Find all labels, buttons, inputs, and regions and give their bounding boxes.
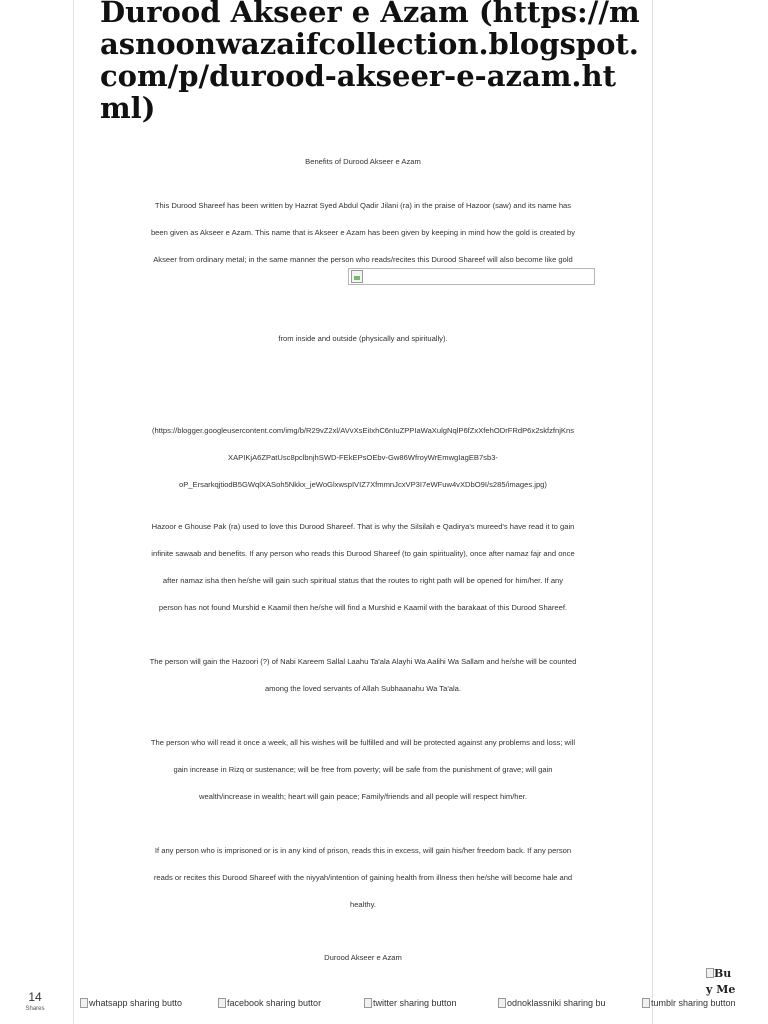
twitter-icon [364, 998, 372, 1008]
share-button-alt: twitter sharing button [373, 998, 457, 1008]
link-line[interactable]: XAPIKjA6ZPatUsc8pclbnjhSWD-FEkEPsOEbv-Gw86WfroyWrEmwgIagEB7sb3- [228, 453, 498, 462]
text-line: infinite sawaab and benefits. If any person who reads this Durood Shareef (to gain spirituality), once after namaz fajr and once [151, 549, 575, 558]
tumblr-icon [642, 998, 650, 1008]
coffee-alt-line-2: y Me [706, 983, 736, 996]
broken-image-icon [351, 270, 363, 283]
odnoklassniki-share-button[interactable] [498, 996, 620, 1010]
coffee-alt-line-1: Bu [714, 967, 732, 980]
text-line: among the loved servants of Allah Subhaanahu Wa Ta'ala. [264, 684, 462, 693]
text-line: This Durood Shareef has been written by Hazrat Syed Abdul Qadir Jilani (ra) in the praise of Hazoor (saw) and its name has [154, 201, 572, 210]
text-line: gain increase in Rizq or sustenance; will be free from poverty; will be safe from the punishment of grave; will gain [173, 765, 553, 774]
share-button-alt: facebook sharing buttor [227, 998, 322, 1008]
closing-heading: Durood Akseer e Azam [324, 953, 402, 962]
buy-me-coffee-widget[interactable] [706, 966, 746, 998]
post-title[interactable]: Durood Akseer e Azam (https://masnoonwazaifcollection.blogspot.com/p/durood-akseer-e-azam.html) [100, 0, 640, 125]
text-line: Akseer from ordinary metal; in the same manner the person who reads/recites this Durood Shareef will also become like gold [153, 255, 573, 264]
link-line[interactable]: oP_ErsarkqjtiodB5GWqlXASoh5Nkkx_jeWoGlxwspIVIZ7XfmmnJcxVP3I7eWFuw4vXDbO9I/s285/images.jpg) [179, 480, 547, 489]
whatsapp-icon [80, 998, 88, 1008]
paragraph-imprisoned [100, 837, 626, 918]
paragraph-origin-end: from inside and outside (physically and spiritually). [278, 334, 448, 343]
text-line: after namaz isha then he/she will gain such spiritual status that the routes to right path will be opened for him/her. If any [162, 576, 564, 585]
section-heading: Benefits of Durood Akseer e Azam [305, 157, 421, 166]
paragraph-origin [100, 192, 626, 273]
paragraph-weekly [100, 729, 626, 810]
share-button-alt: tumblr sharing button [651, 998, 736, 1008]
text-line: The person who will read it once a week, all his wishes will be fulfilled and will be protected against any problems and loss; will [150, 738, 576, 747]
text-line: wealth/increase in wealth; heart will gain peace; Family/friends and all people will respect him/her. [199, 792, 527, 801]
text-line: The person will gain the Hazoori (?) of Nabi Kareem Sallal Laahu Ta'ala Alayhi Wa Aalihi Wa Sallam and he/she will be counted [149, 657, 577, 666]
odnoklassniki-icon [498, 998, 506, 1008]
paragraph-ghouse-pak [100, 513, 626, 621]
broken-image[interactable] [348, 268, 595, 285]
share-count: 14 [28, 990, 42, 1004]
share-button-alt: whatsapp sharing butto [89, 998, 183, 1008]
link-line[interactable]: (https://blogger.googleusercontent.com/img/b/R29vZ2xl/AVvXsEiIxhC6nIuZPPIaWaXulgNqlP6fZxXfehODrFRdP6x2skfzfnjKns [151, 426, 575, 435]
whatsapp-share-button[interactable] [80, 996, 204, 1010]
coffee-image-icon [706, 968, 714, 978]
text-line: person has not found Murshid e Kaamil then he/she will find a Murshid e Kaamil with the barakaat of this Durood Shareef. [158, 603, 568, 612]
paragraph-hazoori [100, 648, 626, 702]
text-line: reads or recites this Durood Shareef with the niyyah/intention of gaining health from illness then he/she will become hale and [153, 873, 573, 882]
text-line: healthy. [349, 900, 377, 909]
share-button-alt: odnoklassniki sharing bu [507, 998, 606, 1008]
facebook-share-button[interactable] [218, 996, 340, 1010]
text-line: If any person who is imprisoned or is in any kind of prison, reads this in excess, will gain his/her freedom back. If any person [154, 846, 572, 855]
image-link[interactable] [100, 417, 626, 498]
share-counter [18, 990, 52, 1014]
share-count-label: Shares [25, 1006, 45, 1012]
text-line: Hazoor e Ghouse Pak (ra) used to love this Durood Shareef. That is why the Silsilah e Qadirya's mureed's have read it to gain [151, 522, 575, 531]
twitter-share-button[interactable] [364, 996, 476, 1010]
text-line: been given as Akseer e Azam. This name that is Akseer e Azam has been given by keeping in mind how the gold is created by [150, 228, 576, 237]
tumblr-share-button[interactable] [642, 996, 764, 1010]
facebook-icon [218, 998, 226, 1008]
